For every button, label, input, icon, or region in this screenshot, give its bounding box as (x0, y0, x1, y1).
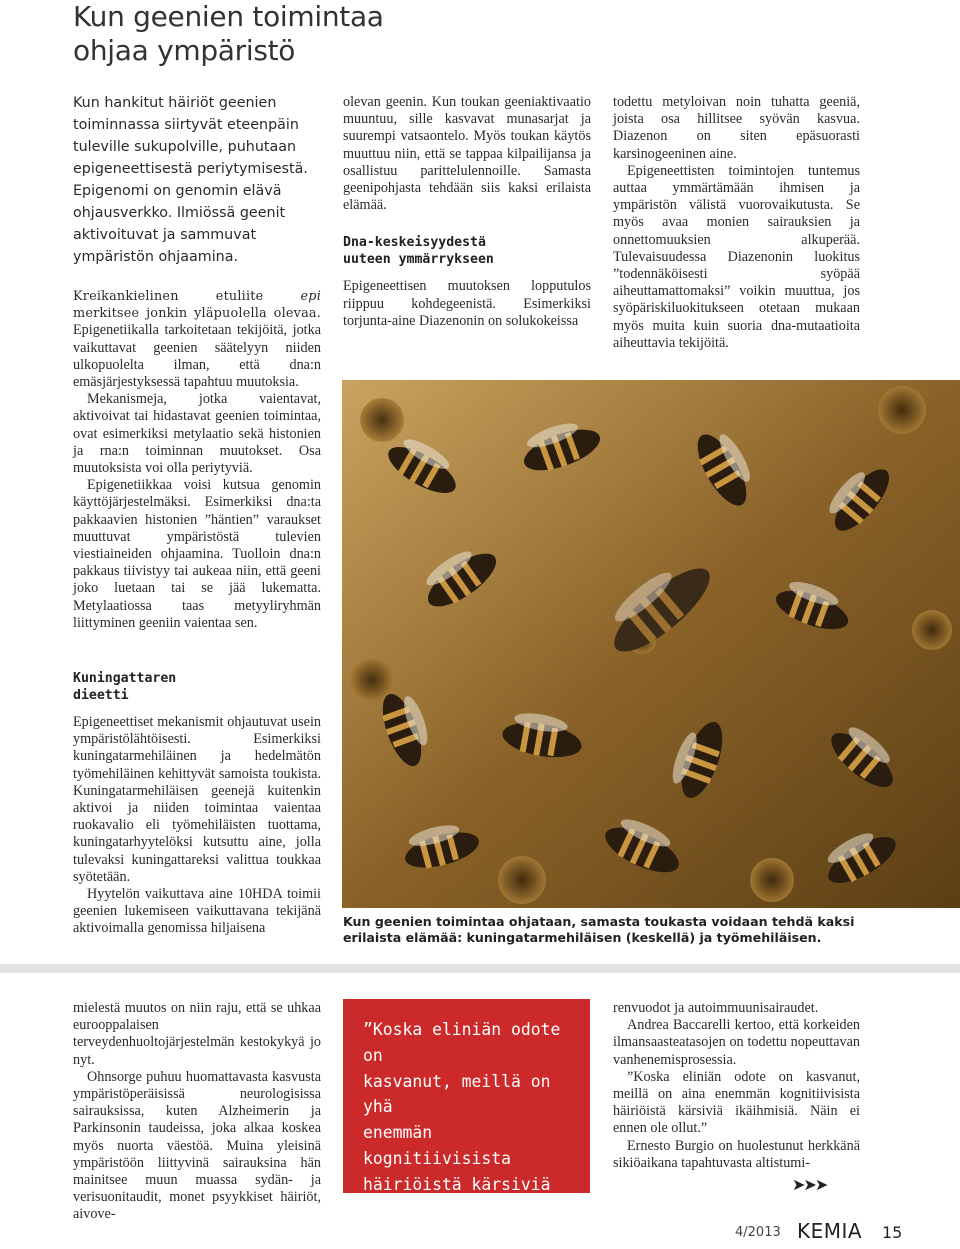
column-1 (73, 288, 321, 632)
bottom-col3-paragraph-4: Ernesto Burgio on huolestunut herkkänä sikiöaikana tapahtuvasta altistumi- (613, 1137, 860, 1171)
quote-line-4: häiriöistä kärsiviä (363, 1174, 551, 1194)
intro-text-a: Kreikankielinen etuliite (73, 289, 301, 304)
quote-line-6: ennen ole ollut.” (363, 1226, 531, 1246)
bottom-col3-paragraph-3: ”Koska eliniän odote on kasvanut, meillä on aina enemmän kognitiivisista häiriöistä kärsiviä ikäihmisiä. Näin ei ennen ole ollut.” (613, 1068, 860, 1137)
col2-paragraph-2: Epigeneettisen muutoksen lopputulos riippuu kohdegeenistä. Esimerkiksi torjunta-aine Diazenonin on solukokeissa (343, 278, 591, 329)
col1-paragraph-1 (73, 288, 321, 391)
bottom-col3-paragraph-2: Andrea Baccarelli kertoo, että korkeiden ilmansaasteatasojen on todettu nopeuttavan vanhenemisprosessia. (613, 1017, 860, 1068)
column-1-lower (73, 670, 321, 938)
bottom-col1-paragraph-2: Ohnsorge puhuu huomattavasta kasvusta ympäristöperäisissä neurologisissa sairauksissa, kuten Alzheimerin ja Parkinsonin taudeissa, joka alkaa koskea myös nuorta väestöä. Muina yleisinä ympäristöön liittyvinä sairauksina hän mainitsee muun muassa sydän- ja verisuonitaudit, monet psyykkiset häiriöt, aivove- (73, 1068, 321, 1223)
bottom-column-3 (613, 1000, 860, 1172)
bottom-column-1 (73, 1000, 321, 1224)
col3-paragraph-1: todettu metyloivan noin tuhatta geeniä, joista osa hillitsee syövän kasvua. Diazenon on siten epäsuorasti karsinogeeninen aine. (613, 94, 860, 162)
intro-text-emphasis: epi (300, 289, 321, 304)
bees-photo (342, 380, 960, 908)
col1-text-rest: Epigenetiikalla tarkoitetaan tekijöitä, jotka vaikuttavat geenien säätelyyn niiden ulkopuolelta ilman, että dna:n emäsjärjestyksessä tapahtuu muutoksia. (73, 322, 321, 391)
col1-paragraph-3: Epigenetiikkaa voisi kutsua genomin käyttöjärjestelmäksi. Esimerkiksi dna:ta pakkaavien histonien ”häntien” varaukset muuttuvat ympäristöstä tulevien viestiaineiden ohjaamina. Tuolloin dna:n pakkaus tiivistyy tai aukeaa niin, että geeni joko luetaan tai se jää lukematta. Metylaatiossa taas metyyliryhmän liittyminen geeniin vaientaa sen. (73, 477, 321, 631)
lead-paragraph: Kun hankitut häiriöt geenien toiminnassa siirtyvät eteenpäin tuleville sukupolville, puhutaan epigeneettisestä periytymisestä. Epigenomi on genomin elävä ohjausverkko. Ilmiössä geenit aktivoituvat ja sammuvat ympäristön ohjaamina. (73, 95, 308, 265)
column-2 (343, 94, 591, 330)
quote-line-5: ikäihmisiä. Näin ei (363, 1200, 551, 1220)
intro-text-b: merkitsee jonkin yläpuolella olevaa. (73, 306, 321, 322)
article-title (73, 0, 493, 68)
bottom-col3-paragraph-1: renvuodot ja autoimmuunisairaudet. (613, 1000, 819, 1016)
honeycomb-bees-image (342, 380, 960, 908)
bottom-col1-paragraph-1: mielestä muutos on niin raju, että se uhkaa eurooppalaisen terveydenhuoltojärjestelmän kestokykyä jo nyt. (73, 1000, 321, 1068)
col1-paragraph-5: Hyytelön vaikuttava aine 10HDA toimii geenien lukemiseen vaikuttavana tekijänä aktivoimalla genomissa hiljaisena (73, 886, 321, 937)
issue-number: 4/2013 (735, 1225, 781, 1240)
quote-line-3: enemmän kognitiivisista (363, 1123, 512, 1168)
subhead-dna-centricity: Dna-keskeisyydestä uuteen ymmärrykseen (343, 235, 494, 268)
column-3 (613, 94, 860, 352)
continue-arrows-icon: ➤➤➤ (792, 1175, 827, 1194)
subhead-queen-diet: Kuningattaren dieetti (73, 671, 177, 703)
col2-paragraph-1: olevan geenin. Kun toukan geeniaktivaatio muuntuu, sille kasvavat munasarjat ja suurempi vatsaontelo. Myös toukan käytös muuttuu niin, että se tappaa kilpailijansa ja osallistuu parittelulennoille. Samasta geenipohjasta tehdään siis kaksi erilaista elämää. (343, 94, 591, 214)
quote-line-1: ”Koska eliniän odote on (363, 1020, 561, 1065)
magazine-name: KEMIA (797, 1219, 863, 1243)
title-line-2: ohjaa ympäristö (73, 34, 296, 67)
col1-paragraph-4: Epigeneettiset mekanismit ohjautuvat usein ympäristölähtöisesti. Esimerkiksi kuningatarmehiläinen ja hedelmätön työmehiläinen kehittyvät samoista toukista. Kuningatarmehiläisen geenejä kuitenkin aktivoi ja niiden toimintaa vaientaa ruokavalio eli työmehiläisten tuottama, kuningatarhyytelöksi kutsuttu aine, jolla tulevaksi kuningattareksi valittua toukkaa syötetään. (73, 714, 321, 885)
col1-paragraph-2: Mekanismeja, jotka vaientavat, aktivoivat tai hidastavat geenien toimintaa, ovat esimerkiksi metylaatio sekä histonien ja rna:n toiminnan muutokset. Osa muutoksista voi olla periytyviä. (73, 391, 321, 477)
pull-quote (343, 999, 590, 1246)
page-number: 15 (882, 1223, 903, 1242)
section-divider (0, 964, 960, 973)
col3-paragraph-2: Epigeneettisten toimintojen tuntemus auttaa ymmärtämään ihmisen ja ympäristön välistä vuorovaikutusta. Se myös avaa monien sairauksien ja onnettomuuksien alkuperää. Tulevaisuudessa Diazenonin luokitus ”todennäköisesti syöpää aiheuttamattomaksi” voikin muuttua, jos syöpäriskiluokitukseen otetaan mukaan myös muita kuin suoria dna-mutaatioita aiheuttavia tekijöitä. (613, 162, 860, 351)
quote-line-2: kasvanut, meillä on yhä (363, 1071, 551, 1117)
photo-caption: Kun geenien toimintaa ohjataan, samasta toukasta voidaan tehdä kaksi erilaista elämää: kuningatarmehiläisen (keskellä) ja työmehiläisen. (343, 914, 855, 945)
title-line-1: Kun geenien toimintaa (73, 0, 384, 33)
